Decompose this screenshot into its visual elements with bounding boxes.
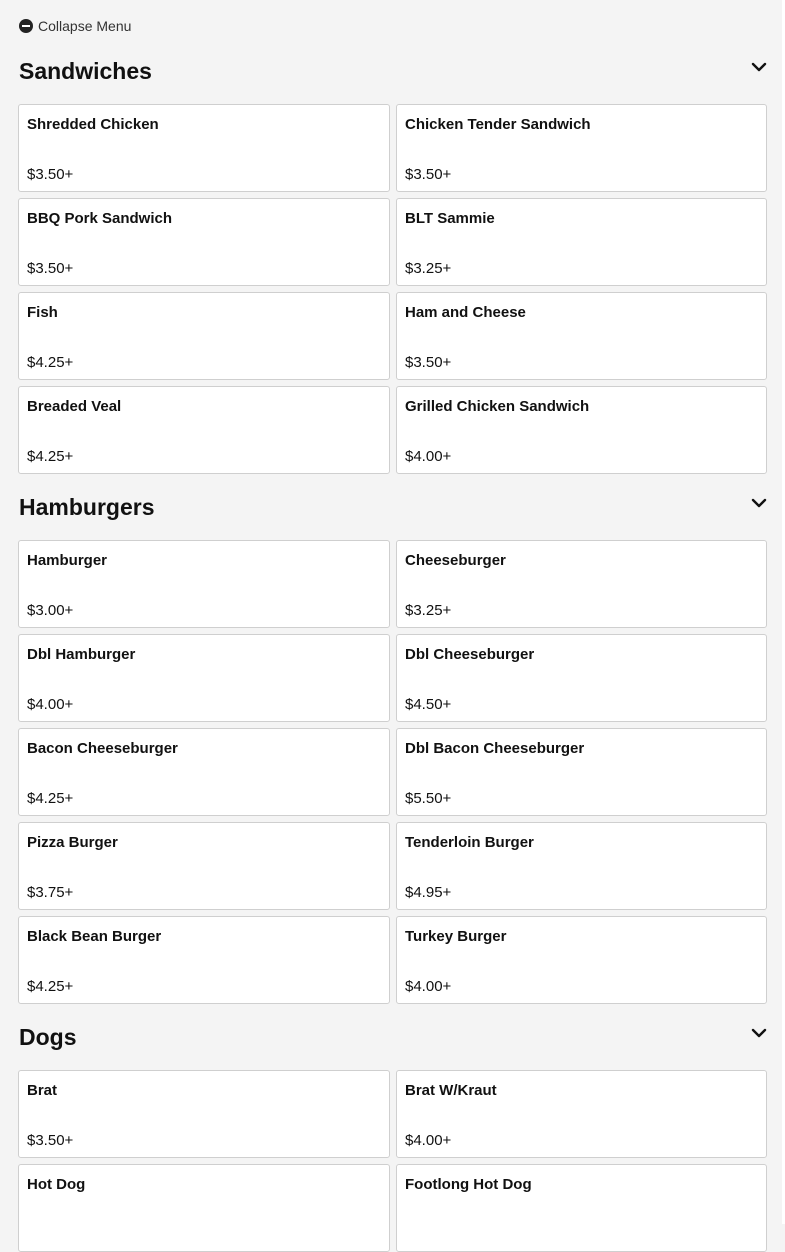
item-name: Fish	[27, 304, 58, 321]
menu-item-card[interactable]	[396, 822, 767, 910]
item-name: Bacon Cheeseburger	[27, 740, 178, 757]
section-header[interactable]	[18, 492, 767, 522]
item-name: Pizza Burger	[27, 834, 118, 851]
item-name: Breaded Veal	[27, 398, 122, 415]
item-price: $4.00+	[405, 978, 452, 995]
item-price: $4.95+	[405, 884, 452, 901]
section-title: Hamburgers	[19, 493, 155, 520]
item-name: Black Bean Burger	[27, 928, 162, 945]
item-price: $4.25+	[27, 978, 74, 995]
item-price: $4.25+	[27, 354, 74, 371]
item-name: Hot Dog	[27, 1176, 86, 1193]
item-price: $3.50+	[27, 166, 74, 183]
menu-section	[18, 492, 767, 1004]
menu-item-card[interactable]	[18, 1070, 390, 1158]
item-price: $4.00+	[27, 696, 74, 713]
item-price: $3.00+	[27, 602, 74, 619]
menu-item-card[interactable]	[18, 386, 390, 474]
item-grid	[18, 1070, 767, 1252]
menu-item-card[interactable]	[18, 916, 390, 1004]
menu-item-card[interactable]	[18, 634, 390, 722]
item-name: Hamburger	[27, 552, 108, 569]
menu-item-card[interactable]	[396, 728, 767, 816]
item-name: Cheeseburger	[405, 552, 506, 569]
item-price: $5.50+	[405, 790, 452, 807]
menu-item-card[interactable]	[18, 540, 390, 628]
collapse-menu-label: Collapse Menu	[38, 18, 132, 34]
menu-item-card[interactable]	[18, 198, 390, 286]
menu-item-card[interactable]	[18, 822, 390, 910]
chevron-down-icon[interactable]	[751, 62, 767, 80]
item-price: $4.25+	[27, 790, 74, 807]
section-header[interactable]	[18, 1022, 767, 1052]
item-price: $3.25+	[405, 602, 452, 619]
item-name: Dbl Cheeseburger	[405, 646, 535, 663]
chevron-down-icon[interactable]	[751, 498, 767, 516]
menu-item-card[interactable]	[396, 386, 767, 474]
menu-item-card[interactable]	[396, 634, 767, 722]
item-price: $3.75+	[27, 884, 74, 901]
menu-item-card[interactable]	[18, 292, 390, 380]
item-price: $4.00+	[405, 1132, 452, 1149]
menu-sections	[18, 56, 767, 1252]
item-name: Chicken Tender Sandwich	[405, 116, 591, 133]
item-price: $3.50+	[27, 260, 74, 277]
item-name: Brat W/Kraut	[405, 1082, 497, 1099]
item-name: Shredded Chicken	[27, 116, 159, 133]
menu-item-card[interactable]	[396, 1164, 767, 1252]
item-price: $4.00+	[405, 448, 452, 465]
item-grid	[18, 104, 767, 474]
item-name: BBQ Pork Sandwich	[27, 210, 173, 227]
item-name: Dbl Bacon Cheeseburger	[405, 740, 585, 757]
menu-item-card[interactable]	[18, 728, 390, 816]
item-price: $3.50+	[405, 354, 452, 371]
item-grid	[18, 540, 767, 1004]
menu-item-card[interactable]	[18, 104, 390, 192]
item-name: Turkey Burger	[405, 928, 507, 945]
menu-section	[18, 1022, 767, 1252]
menu-item-card[interactable]	[396, 540, 767, 628]
menu-item-card[interactable]	[18, 1164, 390, 1252]
item-name: Ham and Cheese	[405, 304, 526, 321]
item-name: BLT Sammie	[405, 210, 495, 227]
menu-item-card[interactable]	[396, 1070, 767, 1158]
menu-item-card[interactable]	[396, 198, 767, 286]
item-name: Tenderloin Burger	[405, 834, 534, 851]
menu-item-card[interactable]	[396, 916, 767, 1004]
collapse-menu-button[interactable]	[18, 14, 767, 38]
section-title: Sandwiches	[19, 57, 152, 84]
section-title: Dogs	[19, 1023, 77, 1050]
menu-container	[18, 0, 767, 1252]
minus-circle-icon	[19, 19, 33, 33]
item-name: Dbl Hamburger	[27, 646, 136, 663]
chevron-down-icon[interactable]	[751, 1028, 767, 1046]
menu-section	[18, 56, 767, 474]
item-price: $3.25+	[405, 260, 452, 277]
item-name: Brat	[27, 1082, 58, 1099]
item-price: $4.25+	[27, 448, 74, 465]
item-price: $4.50+	[405, 696, 452, 713]
menu-item-card[interactable]	[396, 104, 767, 192]
item-name: Footlong Hot Dog	[405, 1176, 532, 1193]
item-price: $3.50+	[405, 166, 452, 183]
section-header[interactable]	[18, 56, 767, 86]
item-name: Grilled Chicken Sandwich	[405, 398, 590, 415]
item-price: $3.50+	[27, 1132, 74, 1149]
menu-item-card[interactable]	[396, 292, 767, 380]
